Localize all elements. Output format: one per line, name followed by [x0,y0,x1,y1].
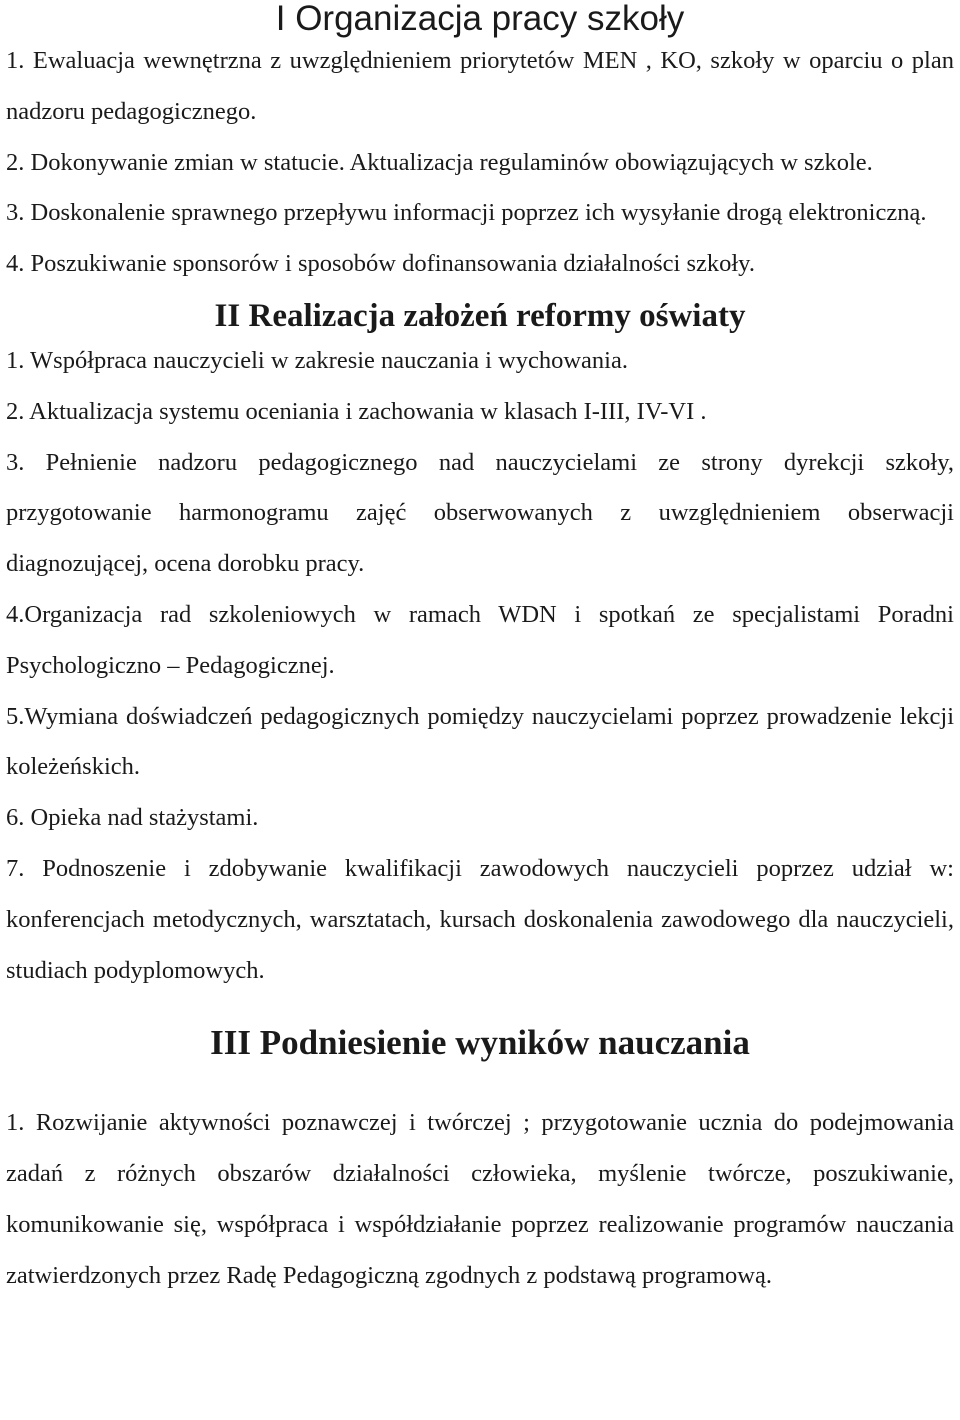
document-page [6,0,954,1302]
section-2-list [6,336,954,996]
section-1-item-2: 2. Dokonywanie zmian w statucie. Aktualizacja regulaminów obowiązujących w szkole. [6,148,873,176]
section-1-item-1: 1. Ewaluacja wewnętrzna z uwzględnieniem priorytetów MEN , KO, szkoły w oparciu o plan nadzoru pedagogicznego. [6,47,954,125]
section-2-item-6: 6. Opieka nad stażystami. [6,804,259,832]
section-1-title: I Organizacja pracy szkoły [275,0,685,38]
section-2-item-2: 2. Aktualizacja systemu oceniania i zachowania w klasach I-III, IV-VI . [6,397,707,425]
section-3-title: III Podniesienie wyników nauczania [210,1023,750,1063]
section-2-item-7: 7. Podnoszenie i zdobywanie kwalifikacji zawodowych nauczycieli poprzez udział w: konferencjach metodycznych, warsztatach, kursach doskonalenia zawodowego dla nauczycieli, studiach podyplomowych. [6,854,954,984]
section-2-item-5: 5.Wymiana doświadczeń pedagogicznych pomiędzy nauczycielami poprzez prowadzenie lekcji koleżeńskich. [6,702,954,781]
section-2-title: II Realizacja założeń reformy oświaty [214,297,746,334]
section-2-item-4: 4.Organizacja rad szkoleniowych w ramach WDN i spotkań ze specjalistami Poradni Psychologiczno – Pedagogicznej. [6,600,954,679]
section-2-item-3: 3. Pełnienie nadzoru pedagogicznego nad nauczycielami ze strony dyrekcji szkoły, przygotowanie harmonogramu zajęć obserwowanych z uwzględnieniem obserwacji diagnozującej, ocena dorobku pracy. [6,448,954,578]
section-2-item-1: 1. Współpraca nauczycieli w zakresie nauczania i wychowania. [6,346,628,374]
section-1-list [6,36,954,290]
section-1-item-4: 4. Poszukiwanie sponsorów i sposobów dofinansowania działalności szkoły. [6,250,755,278]
section-3-list [6,1098,954,1301]
section-1-item-3: 3. Doskonalenie sprawnego przepływu informacji poprzez ich wysyłanie drogą elektroniczną. [6,199,927,227]
section-3-item-1: 1. Rozwijanie aktywności poznawczej i twórczej ; przygotowanie ucznia do podejmowania zadań z różnych obszarów działalności człowieka, myślenie twórcze, poszukiwanie, komunikowanie się, współpraca i współdziałanie poprzez realizowanie programów nauczania zatwierdzonych przez Radę Pedagogiczną zgodnych z podstawą programową. [6,1109,954,1289]
